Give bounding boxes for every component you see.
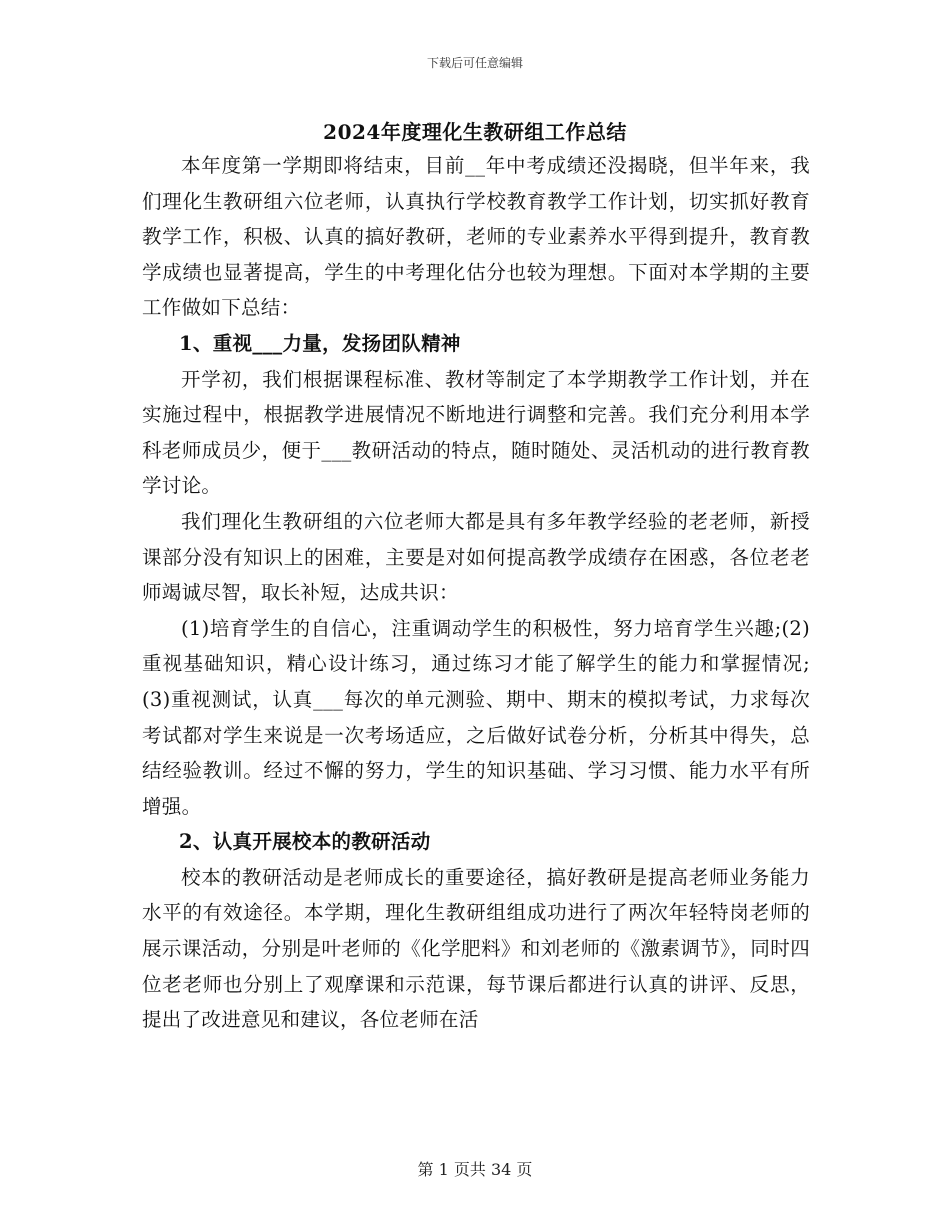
section-1-paragraph: (1)培育学生的自信心，注重调动学生的积极性，努力培育学生兴趣;(2)重视基础知识，精心设计练习，通过练习才能了解学生的能力和掌握情况;(3)重视测试，认真___每次的单元测验、期中、期末的模拟考试，力求每次考试都对学生来说是一次考场适应，之后做好试卷分析，分析其中得失，总结经验教训。经过不懈的努力，学生的知识基础、学习习惯、能力水平有所增强。 [142, 616, 810, 818]
section-1-paragraph: 我们理化生教研组的六位老师大都是具有多年教学经验的老老师，新授课部分没有知识上的困难，主要是对如何提高教学成绩存在困惑，各位老老师竭诚尽智，取长补短，达成共识： [142, 509, 810, 605]
section-1-paragraph: 开学初，我们根据课程标准、教材等制定了本学期教学工作计划，并在实施过程中，根据教学进展情况不断地进行调整和完善。我们充分利用本学科老师成员少，便于___教研活动的特点，随时随处、灵活机动的进行教育教学讨论。 [142, 367, 810, 498]
document-title: 2024年度理化生教研组工作总结 [323, 120, 627, 144]
intro-paragraph: 本年度第一学期即将结束，目前__年中考成绩还没揭晓，但半年来，我们理化生教研组六位老师，认真执行学校教育教学工作计划，切实抓好教育教学工作，积极、认真的搞好教研，老师的专业素养水平得到提升，教育教学成绩也显著提高，学生的中考理化估分也较为理想。下面对本学期的主要工作做如下总结： [142, 154, 810, 320]
page-header: 下载后可任意编辑 [426, 56, 523, 70]
section-2-heading: 2、认真开展校本的教研活动 [179, 830, 431, 854]
page-number: 第 1 页共 34 页 [417, 1160, 533, 1179]
section-1-heading: 1、重视___力量，发扬团队精神 [179, 331, 461, 355]
document-body [142, 148, 810, 1038]
section-2-paragraph: 校本的教研活动是老师成长的重要途径，搞好教研是提高老师业务能力水平的有效途径。本学期，理化生教研组组成功进行了两次年轻特岗老师的展示课活动，分别是叶老师的《化学肥料》和刘老师的《激素调节》，同时四位老老师也分别上了观摩课和示范课，每节课后都进行认真的讲评、反思，提出了改进意见和建议，各位老师在活 [142, 865, 810, 1032]
